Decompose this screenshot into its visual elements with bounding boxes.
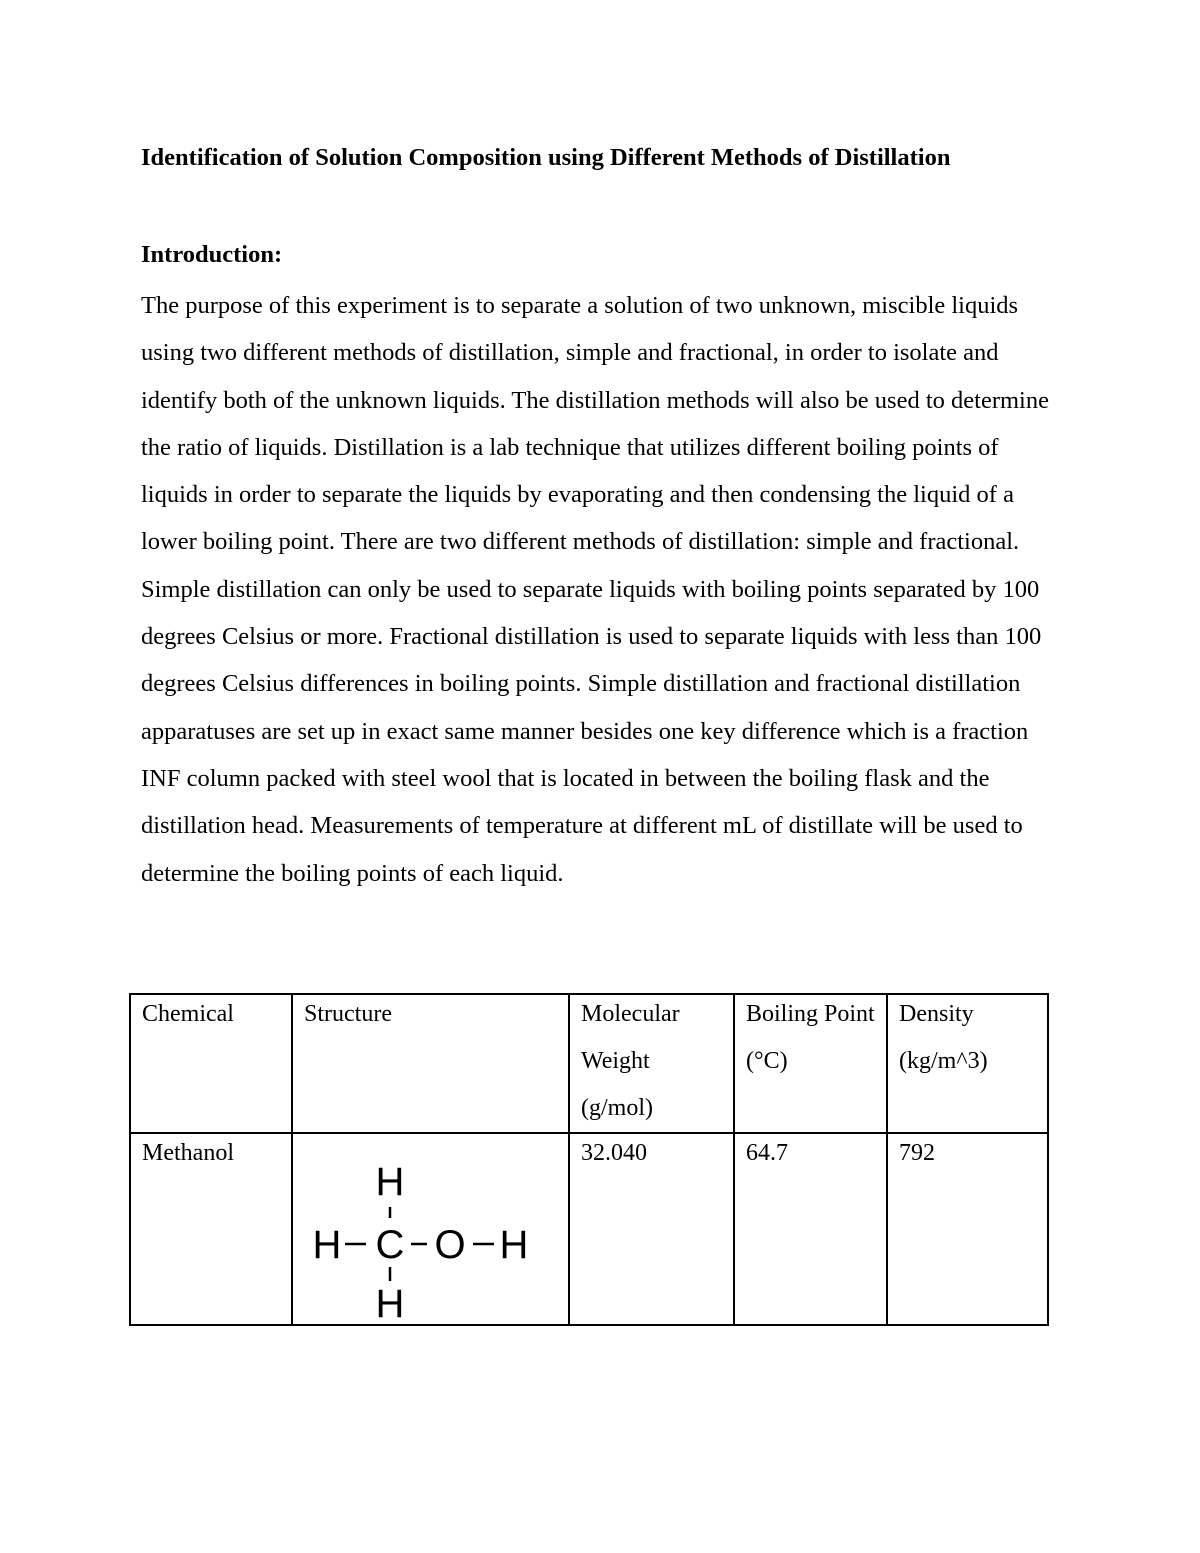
- introduction-heading: Introduction:: [141, 241, 283, 268]
- header-structure: Structure: [292, 994, 569, 1133]
- header-molecular-weight: Molecular Weight (g/mol): [569, 994, 734, 1133]
- cell-molecular-weight: 32.040: [569, 1133, 734, 1325]
- header-density: Density (kg/m^3): [887, 994, 1048, 1133]
- atom-h-bottom: H: [375, 1282, 405, 1320]
- introduction-paragraph: The purpose of this experiment is to separate a solution of two unknown, miscible liquids using two different methods of distillation, simple and fractional, in order to isolate and identify both of the unknown liquids. The distillation methods will also be used to determine the ratio of liquids. Distillation is a lab technique that utilizes different boiling points of liquids in order to separate the liquids by evaporating and then condensing the liquid of a lower boiling point. There are two different methods of distillation: simple and fractional. Simple distillation can only be used to separate liquids with boiling points separated by 100 degrees Celsius or more. Fractional distillation is used to separate liquids with less than 100 degrees Celsius differences in boiling points. Simple distillation and fractional distillation apparatuses are set up in exact same manner besides one key difference which is a fraction INF column packed with steel wool that is located in between the boiling flask and the distillation head. Measurements of temperature at different mL of distillate will be used to determine the boiling points of each liquid.: [141, 292, 1049, 887]
- methanol-structure-diagram: [307, 1150, 547, 1320]
- table-header-row: [130, 994, 1048, 1133]
- cell-chemical-name: Methanol: [130, 1133, 292, 1325]
- document-title: Identification of Solution Composition using Different Methods of Distillation: [141, 144, 951, 171]
- header-chemical: Chemical: [130, 994, 292, 1133]
- header-boiling-point: Boiling Point (°C): [734, 994, 887, 1133]
- chemical-properties-table: [129, 993, 1049, 1326]
- atom-h-right: H: [499, 1223, 529, 1267]
- table-row: [130, 1133, 1048, 1325]
- cell-structure: [292, 1133, 569, 1325]
- atom-c-center: C: [375, 1223, 405, 1267]
- cell-boiling-point: 64.7: [734, 1133, 887, 1325]
- atom-h-top: H: [375, 1160, 405, 1204]
- atom-h-left: H: [312, 1223, 342, 1267]
- atom-o: O: [434, 1223, 466, 1267]
- cell-density: 792: [887, 1133, 1048, 1325]
